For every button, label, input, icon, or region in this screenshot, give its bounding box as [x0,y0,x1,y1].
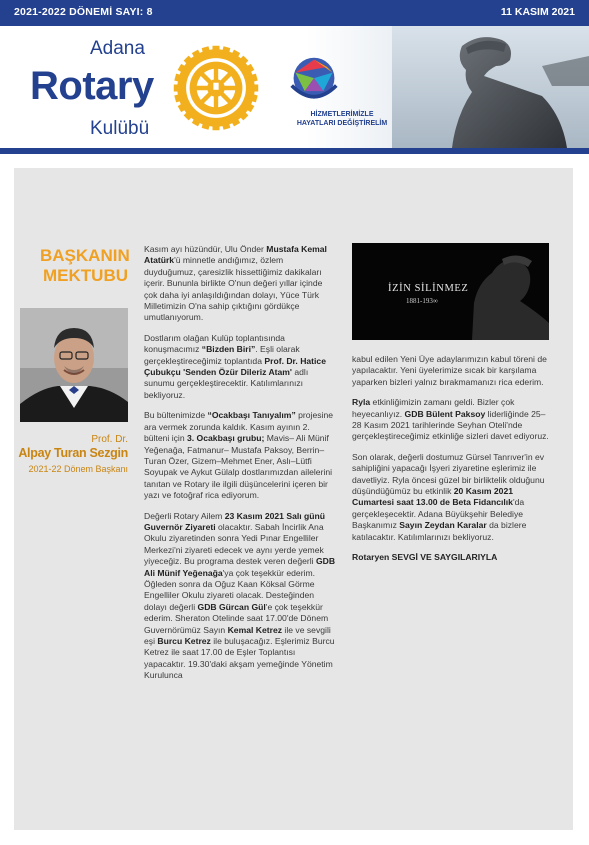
text-run-bold: Ryla [352,397,371,408]
headline-line-2: MEKTUBU [43,266,128,285]
text-run: Bu bültenimizde [144,410,208,421]
text-run-bold: “Ocakbaşı Tanıyalım” [207,410,296,421]
author-portrait [20,308,128,422]
text-run: etkinliğimizin zamanı geldi. Bizler çok heyecanlıyız. [352,397,515,419]
slogan-line-1: HİZMETLERİMİZLE [310,111,374,118]
text-run: kabul edilen Yeni Üye adaylarımızın kabul töreni de yapılacaktır. Yeni üyelerimize sıcak bir karşılama yaparken bizleri yalnız bırakmamanızı rica ederim. [352,354,547,387]
campaign-globe-icon [286,54,342,106]
text-run-bold: Sayın Zeydan Karalar [399,520,487,531]
paragraph [144,511,336,682]
photo-caption-title: İZİN SİLİNMEZ [388,283,469,294]
author-title: Prof. Dr. [91,434,128,445]
issue-bar [0,0,589,26]
text-run: Son olarak, değerli dostumuz Gürsel Tanrıver'in ev sahipliğini yapacağı İşyeri ziyaretine eşlerimiz ile davetliyiz. Ryla öncesi güzel bir birliktelik olduğunu düşündüğümüz bu etkinlik [352,451,545,497]
paragraph [144,333,336,401]
memorial-photo [352,243,549,340]
paragraph [352,354,550,388]
article-headline [40,246,128,286]
text-run: 'da gerçekleşecektir. Adana Büyükşehir Belediye Başkanımız [352,497,525,531]
text-run: Değerli Rotary Ailem [144,510,225,521]
text-run-bold: “Bizden Biri” [201,344,256,355]
text-run-bold: Kemal Ketrez [227,624,283,635]
issue-label: 2021-2022 DÖNEMİ SAYI: 8 [14,6,153,18]
text-run-bold: GDB Gürcan Gül [197,601,266,612]
text-run: ile ve sevgili eşi [144,624,331,646]
masthead [0,26,589,148]
text-run-bold: 20 Kasım 2021 Cumartesi saat 13.00 de Beta Fidancılık [352,486,514,508]
text-run-bold: Mustafa Kemal Atatürk [144,244,327,266]
text-run: ile buluşacağız. Eşlerimiz Burcu Ketrez ile saat 17.00 de Eşler Toplantısı yapacaktır. 19.30'daki akşam yemeğinde Yönetim Kurulunca [144,636,335,681]
text-run: . Eşli olarak gerçekleştireceğimiz toplantıda [144,344,300,366]
ataturk-statue-image [392,26,589,148]
logo-rotary: Rotary [30,64,154,108]
author-role: 2021-22 Dönem Başkanı [28,464,128,474]
slogan-line-2: HAYATLARI DEĞİŞTİRELİM [296,120,388,127]
text-run: 'ya çok teşekkür ederim. Öğleden sonra da Oğuz Kaan Köksal Görme Engelliler Okulu ziyareti olacak. Desteğinden dolayı değerli [144,567,316,612]
closing-line [352,552,550,563]
text-run: Kasım ayı hüzündür, Ulu Önder [144,244,267,254]
campaign-slogan [282,110,402,128]
text-run-bold: GDB Ali Münif Yeğenağa [144,556,336,578]
article-column-1 [144,244,336,691]
header-divider [0,148,589,154]
text-run: Mavis– Ali Münif Yeğenağa, Fatmanur– Mustafa Paksoy, Berrin–Turan Özer, Gizem–Mehmet Ener, Aslı–Lütfi Soyupak ve Aykut Gülalp dostlarımızdan ailelerini tanıtan ve Rotary ile ilgili düşüncelerini içeren bir yazı ve fotoğraf rica ediyorum. [144,433,333,501]
text-run-bold: Burcu Ketrez [157,636,211,646]
text-run: projesine ara vermek zorunda kaldık. Kasım ayının 2. bülteni için [144,410,334,444]
text-run: olacaktır. Sabah İncirlik Ana Okulu ziyaretinden sonra Yedi Pınar Engelliler Merkezi'ni ziyareti edecek ve aynı yerde yemek yiyeceğiz. Bu programa destek veren değerli [144,521,324,567]
text-run: adlı sunumu gerçekleştirecektir. Katılımlarınızı bekliyoruz. [144,367,309,400]
paragraph [352,452,550,543]
paragraph [352,397,550,443]
text-run-bold: Prof. Dr. Hatice Çubukçu 'Senden Özür Dileriz Atam' [144,355,326,378]
text-run-bold: 3. Ocakbaşı grubu; [187,433,265,444]
author-name: Alpay Turan Sezgin [18,446,128,460]
rotary-wheel-icon [172,44,260,132]
issue-date: 11 KASIM 2021 [500,6,575,18]
text-run: liderliğinde 25–28 Kasım 2021 tarihlerinde Seyhan Oteli'nde gerçekleştireceğimiz etkinliğe sizleri davet ediyoruz. [352,408,549,442]
article-column-2 [352,354,550,573]
photo-caption-years: 1881-193∞ [406,297,438,305]
text-run: da bizlere katılacaktır. Katılımlarınızı bekliyoruz. [352,520,527,542]
wheel-tooth [174,84,181,91]
paragraph [144,410,336,501]
text-run-bold: GDB Bülent Paksoy [404,408,486,419]
logo-kulubu: Kulübü [90,118,150,139]
paragraph [144,244,336,324]
text-run: 'ü minnetle andığımız, özlem duyduğumuz, çaresizlik hissettiğimiz dakikaları içerir. Bununla birlikte O'nun değeri yıllar içinde çok daha iyi anlaşıldığından dolayı, Yüce Türk Milletimizin O'na sahip çıktığını gördükçe umutlanıyorum. [144,255,323,323]
text-run: Dostlarım olağan Kulüp toplantısında konuşmacımız [144,332,285,355]
text-run-bold: Rotaryen SEVGİ VE SAYGILARIYLA [352,552,498,563]
wheel-tooth [212,123,219,130]
text-run-bold: 23 Kasım 2021 Salı günü Guvernör Ziyareti [144,510,326,532]
text-run: 'e çok teşekkür ederim. Sheraton Otelinde saat 17.00'de Dönem Guvernörümüz Sayın [144,601,329,635]
wheel-tooth [212,46,219,53]
wheel-tooth [251,84,258,91]
logo-adana: Adana [90,38,145,59]
headline-line-1: BAŞKANIN [40,246,130,265]
